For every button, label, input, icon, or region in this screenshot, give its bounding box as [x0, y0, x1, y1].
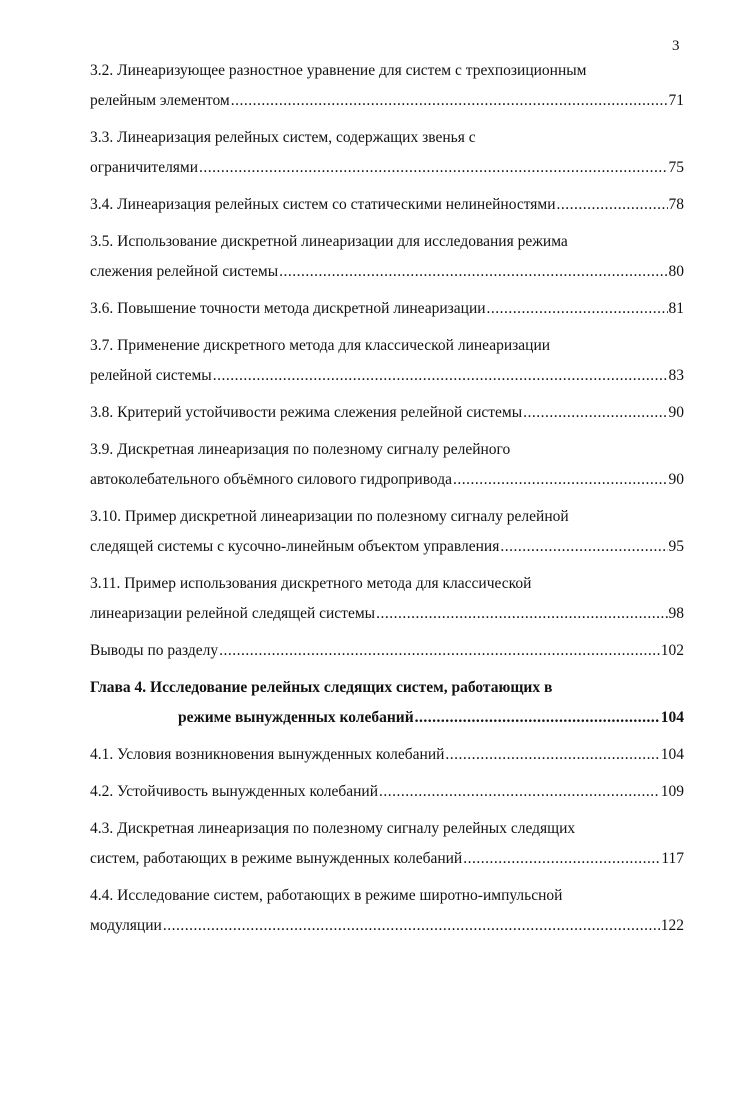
toc-entry-text-line: 4.4. Исследование систем, работающих в режиме широтно-импульсной — [90, 887, 563, 904]
toc-entry-4-1[interactable] — [90, 740, 684, 770]
dot-leader — [557, 190, 668, 220]
toc-entry-text-line: 3.11. Пример использования дискретного метода для классической — [90, 575, 532, 592]
toc-entry-text-line: 3.2. Линеаризующее разностное уравнение для систем с трехпозиционным — [90, 62, 587, 79]
table-of-contents — [90, 56, 684, 948]
dot-leader — [523, 398, 667, 428]
toc-page-number: 81 — [668, 300, 684, 317]
toc-entry-text-line: 3.5. Использование дискретной линеаризации для исследования режима — [90, 233, 568, 250]
toc-entry-3-11[interactable] — [90, 569, 684, 629]
toc-entry-text-line: систем, работающих в режиме вынужденных колебаний — [90, 850, 463, 867]
dot-leader — [279, 257, 667, 287]
toc-entry-4-2[interactable] — [90, 777, 684, 807]
toc-entry-3-9[interactable] — [90, 435, 684, 495]
toc-entry-conclusions[interactable] — [90, 636, 684, 666]
toc-page-number: 75 — [668, 159, 684, 176]
toc-page-number: 102 — [660, 642, 684, 659]
toc-chapter-title-line: Глава 4. Исследование релейных следящих систем, работающих в — [90, 679, 553, 696]
toc-entry-text-line: ограничителями — [90, 159, 199, 176]
toc-page-number: 122 — [660, 917, 684, 934]
toc-entry-3-5[interactable] — [90, 227, 684, 287]
toc-entry-text-line: 3.6. Повышение точности метода дискретной линеаризации — [90, 300, 486, 317]
toc-entry-text-line: модуляции — [90, 917, 162, 934]
toc-entry-text-line: 3.9. Дискретная линеаризация по полезному сигналу релейного — [90, 441, 511, 458]
toc-entry-text-line: следящей системы с кусочно-линейным объектом управления — [90, 538, 500, 555]
toc-entry-3-2[interactable] — [90, 56, 684, 116]
page-number: 3 — [672, 38, 680, 54]
toc-page-number: 104 — [660, 746, 684, 763]
dot-leader — [219, 636, 660, 666]
toc-page-number: 117 — [661, 850, 684, 867]
toc-entry-3-3[interactable] — [90, 123, 684, 183]
toc-entry-3-6[interactable] — [90, 294, 684, 324]
toc-page-number: 71 — [668, 92, 684, 109]
toc-entry-4-3[interactable] — [90, 814, 684, 874]
toc-entry-text-line: 3.8. Критерий устойчивости режима слежения релейной системы — [90, 404, 523, 421]
toc-page-number: 98 — [668, 605, 684, 622]
toc-page-number: 80 — [668, 263, 684, 280]
dot-leader — [453, 465, 668, 495]
toc-entry-text-line: 3.3. Линеаризация релейных систем, содержащих звенья с — [90, 129, 476, 146]
toc-entry-3-10[interactable] — [90, 502, 684, 562]
toc-entry-text-line: релейной системы — [90, 367, 212, 384]
dot-leader — [379, 777, 660, 807]
dot-leader — [487, 294, 668, 324]
toc-page-number: 90 — [668, 404, 684, 421]
toc-entry-3-7[interactable] — [90, 331, 684, 391]
toc-entry-text-line: 4.1. Условия возникновения вынужденных колебаний — [90, 746, 445, 763]
toc-entry-text-line: 4.2. Устойчивость вынужденных колебаний — [90, 783, 378, 800]
toc-entry-3-8[interactable] — [90, 398, 684, 428]
dot-leader — [231, 86, 668, 116]
toc-entry-text-line: 3.7. Применение дискретного метода для классической линеаризации — [90, 337, 551, 354]
toc-entry-3-4[interactable] — [90, 190, 684, 220]
toc-chapter-title-line: режиме вынужденных колебаний — [178, 709, 414, 726]
toc-entry-text-line: автоколебательного объёмного силового гидропривода — [90, 471, 452, 488]
toc-entry-text-line: 3.4. Линеаризация релейных систем со статическими нелинейностями — [90, 196, 556, 213]
toc-entry-text-line: слежения релейной системы — [90, 263, 279, 280]
toc-entry-4-4[interactable] — [90, 881, 684, 941]
toc-chapter-4[interactable] — [90, 673, 684, 733]
toc-entry-text-line: релейным элементом — [90, 92, 230, 109]
toc-entry-text-line: 4.3. Дискретная линеаризация по полезному сигналу релейных следящих — [90, 820, 576, 837]
dot-leader — [445, 740, 659, 770]
toc-page-number: 90 — [668, 471, 684, 488]
toc-entry-text-line: Выводы по разделу — [90, 642, 219, 659]
toc-entry-text-line: линеаризации релейной следящей системы — [90, 605, 376, 622]
dot-leader — [213, 361, 668, 391]
toc-page-number: 83 — [668, 367, 684, 384]
toc-page-number: 78 — [668, 196, 684, 213]
toc-entry-text-line: 3.10. Пример дискретной линеаризации по полезному сигналу релейной — [90, 508, 569, 525]
toc-page-number: 109 — [660, 783, 684, 800]
dot-leader — [463, 844, 660, 874]
dot-leader — [199, 153, 667, 183]
dot-leader — [500, 532, 667, 562]
toc-page-number: 104 — [660, 709, 684, 726]
dot-leader — [415, 703, 660, 733]
dot-leader — [376, 599, 667, 629]
toc-page-number: 95 — [668, 538, 684, 555]
dot-leader — [163, 911, 660, 941]
